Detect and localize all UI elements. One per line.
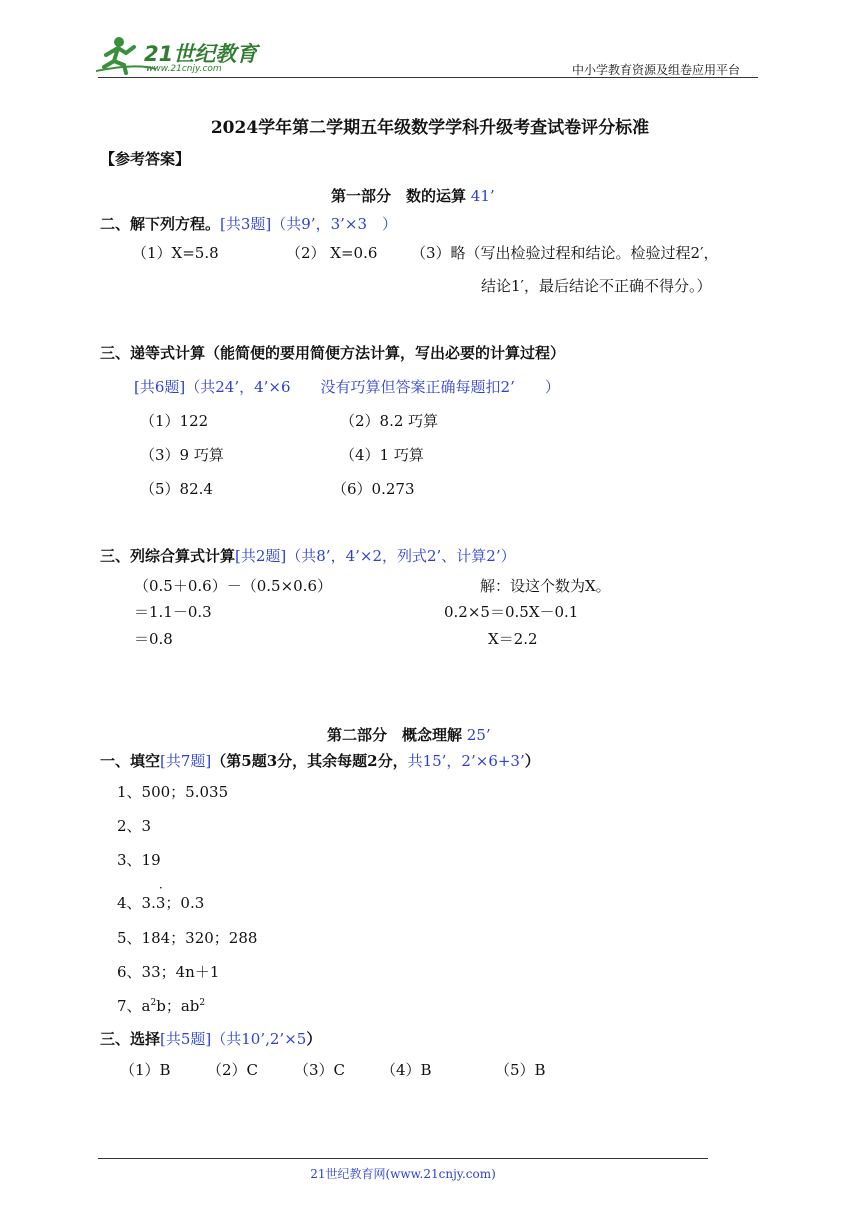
section-title-close: ） — [524, 752, 540, 770]
exponent: 2 — [150, 998, 157, 1008]
section-heading-row — [100, 545, 516, 566]
logo-url: www.21cnjy.com — [146, 64, 222, 74]
score-note: [共7题] — [160, 752, 212, 770]
answer-item: （6）0.273 — [332, 480, 415, 498]
part1-heading: 第一部分 数的运算 — [331, 187, 467, 205]
answer-item: （3）略（写出检验过程和结论。检验过程2′， — [411, 244, 719, 262]
work-line: X＝2.2 — [488, 630, 538, 648]
part1-score: 41’ — [470, 187, 495, 205]
answer-item: （2） X=0.6 — [286, 244, 378, 262]
section-title-close: ） — [306, 1030, 322, 1048]
section-heading-row — [100, 750, 540, 771]
answer-digit: 3 — [155, 894, 166, 912]
logo-text: 21世纪教育 — [144, 42, 258, 66]
answer-item-continued: 结论1′，最后结论不正确不得分。） — [481, 277, 712, 295]
page-title: 2024学年第二学期五年级数学学科升级考查试卷评分标准 — [210, 118, 650, 138]
part2-heading: 第二部分 概念理解 — [327, 726, 463, 744]
work-line: ＝1.1－0.3 — [134, 603, 212, 621]
score-note: 共15’，2’×6+3’ — [407, 752, 525, 770]
answer-item: 1、500；5.035 — [117, 783, 229, 801]
site-logo[interactable] — [96, 33, 266, 77]
answer-text: 7、a — [117, 997, 151, 1015]
answer-item: （4）1 巧算 — [340, 446, 424, 464]
answer-item-repeating-decimal — [117, 881, 205, 913]
header-divider — [98, 77, 758, 78]
section-title: 三、选择 — [100, 1030, 161, 1048]
work-line: 0.2×5＝0.5X－0.1 — [444, 603, 579, 621]
part1-heading-row — [331, 185, 495, 206]
section-title: 三、递等式计算（能简便的要用简便方法计算，写出必要的计算过程） — [100, 344, 566, 362]
answer-item: （3）9 巧算 — [140, 446, 224, 464]
answer-item: 2、3 — [117, 817, 152, 835]
section-title: 一、填空 — [100, 752, 161, 770]
score-note: [共6题]（共24’，4’×6 没有巧算但答案正确每题扣2’ ） — [134, 378, 560, 396]
answer-item: （2）8.2 巧算 — [340, 412, 439, 430]
answer-label: 【参考答案】 — [100, 150, 191, 168]
answer-item: （1）122 — [140, 412, 209, 430]
answer-item-powers — [117, 995, 205, 1016]
section-heading-row — [100, 1028, 321, 1049]
answer-text: b；ab — [156, 997, 200, 1015]
answer-text: 4、3. — [117, 894, 156, 912]
score-note: [共3题]（共9’，3’×3 ） — [220, 215, 397, 233]
section-title-rule: （第5题3分，其余每题2分， — [211, 752, 408, 770]
part2-score: 25’ — [466, 726, 491, 744]
section-equations-heading — [100, 213, 397, 234]
exponent: 2 — [199, 998, 206, 1008]
answer-item: （1）X=5.8 — [132, 244, 219, 262]
answer-text: ；0.3 — [165, 894, 205, 912]
repeat-dot-icon: · — [158, 881, 163, 895]
answer-item: 6、33；4n＋1 — [117, 963, 220, 981]
answer-item: 5、184；320；288 — [117, 929, 258, 947]
choice-answer: （5）B — [495, 1061, 546, 1079]
part2-heading-row — [327, 724, 491, 745]
work-line: ＝0.8 — [134, 630, 173, 648]
section-title: 二、解下列方程。 — [100, 215, 221, 233]
choice-answer: （4）B — [381, 1061, 432, 1079]
footer-divider — [98, 1158, 708, 1159]
work-line: （0.5＋0.6）－（0.5×0.6） — [134, 577, 332, 595]
answer-item: 3、19 — [117, 851, 161, 869]
repeating-digit — [155, 881, 166, 912]
choice-answer: （3）C — [294, 1061, 346, 1079]
section-title: 三、列综合算式计算 — [100, 547, 236, 565]
site-tagline: 中小学教育资源及组卷应用平台 — [572, 63, 741, 77]
footer-link[interactable]: 21世纪教育网(www.21cnjy.com) — [310, 1167, 496, 1181]
choice-answer: （1）B — [120, 1061, 171, 1079]
answer-item: （5）82.4 — [140, 480, 213, 498]
choice-answer: （2）C — [207, 1061, 259, 1079]
work-line: 解：设这个数为X。 — [480, 577, 611, 595]
score-note: [共5题]（共10’,2’×5 — [160, 1030, 307, 1048]
score-note: [共2题]（共8’，4’×2，列式2’、计算2’） — [235, 547, 516, 565]
